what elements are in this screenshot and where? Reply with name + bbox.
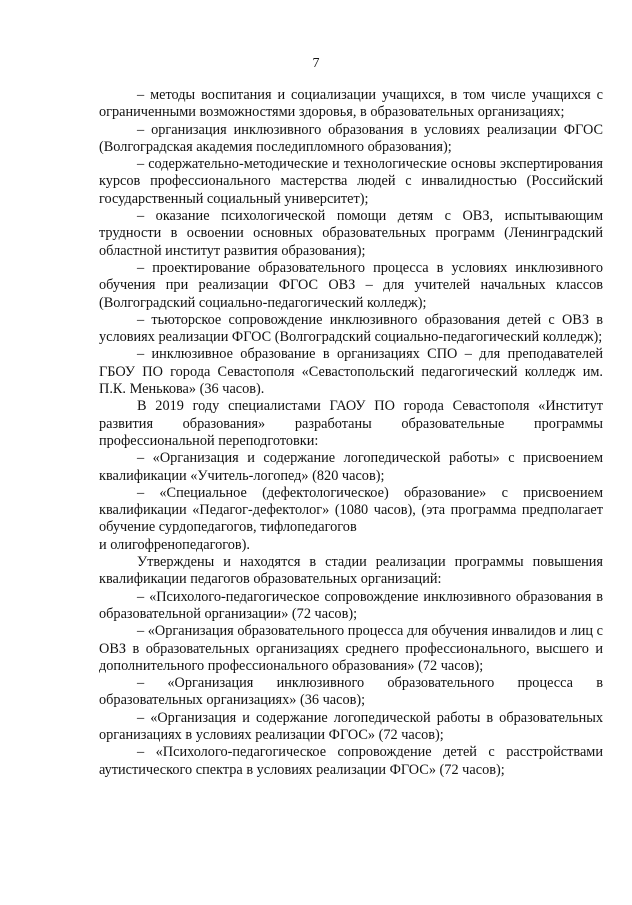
list-item-psych-support: – «Психолого-педагогическое сопровождение инклюзивного образования в образовательной организации» (72 часов); <box>99 588 603 622</box>
list-item-tutor-support: – тьюторское сопровождение инклюзивного образования детей с ОВЗ в условиях реализации ФГОС (Волгоградский социально-педагогический колледж); <box>99 311 603 346</box>
document-body <box>99 87 603 779</box>
list-item-inclusive-process: – «Организация инклюзивного образовательного процесса в образовательных организациях» (36 часов); <box>99 675 603 709</box>
list-item-upbringing-methods: – методы воспитания и социализации учащихся, в том числе учащихся с ограниченными возможностями здоровья, в образовательных организациях; <box>99 87 603 121</box>
list-item-special-education: – «Специальное (дефектологическое) образование» с присвоением квалификации «Педагог-дефектолог» (1080 часов), (эта программа предполагает обучение сурдопедагогов, тифлопедагогов <box>99 484 603 536</box>
list-item-disabled-learning: – «Организация образовательного процесса для обучения инвалидов и лиц с ОВЗ в образовательных организациях среднего профессионального, высшего и дополнительного профессионального образования» (72 часов); <box>99 623 603 674</box>
list-item-autism-support: – «Психолого-педагогическое сопровождение детей с расстройствами аутистического спектра в условиях реализации ФГОС» (72 часов); <box>99 744 603 778</box>
paragraph-2019-programs: В 2019 году специалистами ГАОУ ПО города Севастополя «Институт развития образования» разработаны образовательные программы профессиональной переподготовки: <box>99 398 603 449</box>
list-item-expert-courses: – содержательно-методические и технологические основы экспертирования курсов профессионального мастерства людей с инвалидностью (Российский государственный социальный университет); <box>99 156 603 207</box>
paragraph-approved-programs: Утверждены и находятся в стадии реализации программы повышения квалификации педагогов образовательных организаций: <box>99 554 603 588</box>
list-item-speech-fgos: – «Организация и содержание логопедической работы в образовательных организациях в условиях реализации ФГОС» (72 часов); <box>99 709 603 743</box>
list-item-design-process: – проектирование образовательного процесса в условиях инклюзивного обучения при реализации ФГОС ОВЗ – для учителей начальных классов (Волгоградский социально-педагогический колледж); <box>99 259 603 311</box>
list-item-inclusive-fgos: – организация инклюзивного образования в условиях реализации ФГОС (Волгоградская академия последипломного образования); <box>99 121 603 155</box>
list-item-special-education-cont: и олигофренопедагогов). <box>99 536 251 553</box>
page-number: 7 <box>312 56 320 71</box>
list-item-spo-inclusive: – инклюзивное образование в организациях СПО – для преподавателей ГБОУ ПО города Севастополя «Севастопольский педагогический колледж им. П.К. Менькова» (36 часов). <box>99 346 603 398</box>
list-item-speech-therapy: – «Организация и содержание логопедической работы» с присвоением квалификации «Учитель-логопед» (820 часов); <box>99 450 603 484</box>
list-item-psychological-help: – оказание психологической помощи детям с ОВЗ, испытывающим трудности в освоении основных образовательных программ (Ленинградский областной институт развития образования); <box>99 208 603 259</box>
